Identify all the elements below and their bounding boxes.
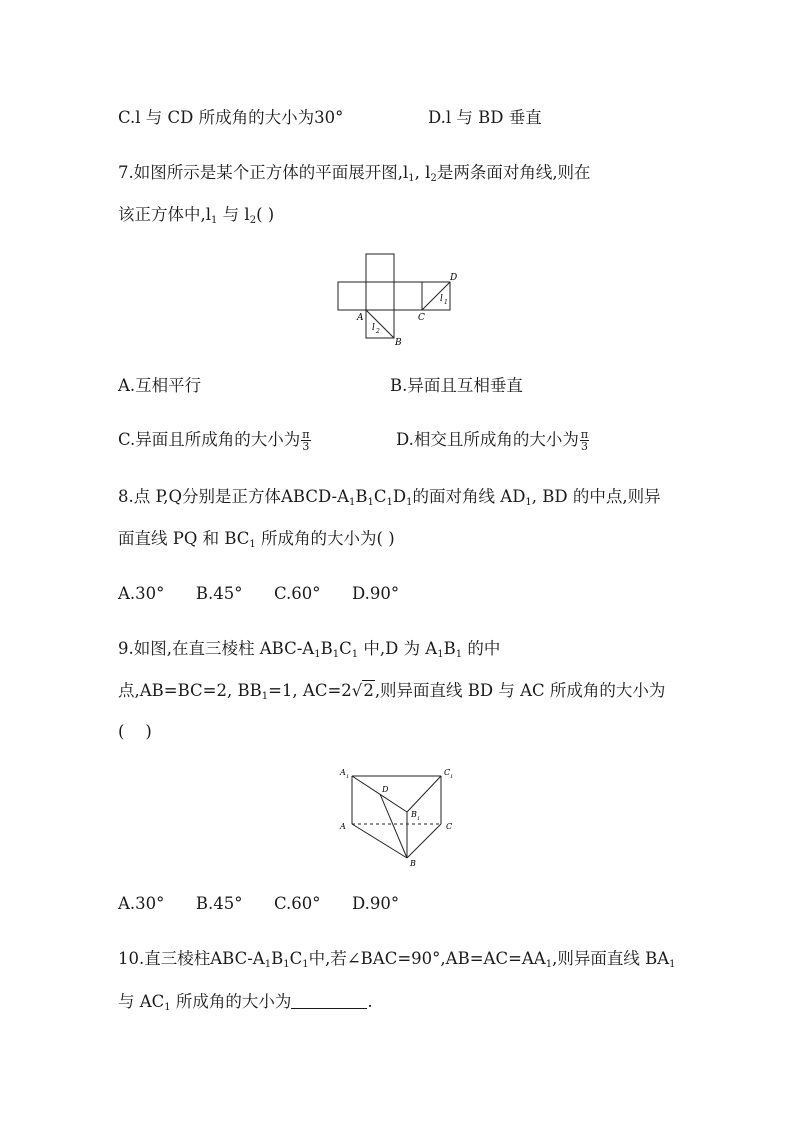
q7-label-a: A — [357, 313, 364, 323]
q9-label-c1: C — [444, 768, 451, 777]
q9-stem-line1: 9.如图,在直三棱柱 ABC-$A_1B_1C_1$ 中,D 为 $A_1B_1$ 的中 — [118, 639, 501, 660]
q7-option-d: D.相交且所成角的大小为 $\frac{\pi}{3}$ — [396, 428, 589, 453]
q7-label-l2: l — [372, 323, 375, 333]
q8-stem-line1: 8.点 P,Q分别是正方体ABCD-$A_1B_1C_1D_1$的面对角线 $AD_1$, BD 的中点,则异 — [118, 487, 661, 508]
q7-stem-line2: 该正方体中$,l_1$ 与 $l_2$( ) — [118, 205, 275, 226]
q8-stem-line2: 面直线 PQ 和 $BC_1$ 所成角的大小为( ) — [118, 529, 395, 550]
q7-label-c: C — [418, 313, 425, 323]
q7-option-b: B.异面且互相垂直 — [390, 376, 523, 395]
q10-stem-line1: 10.直三棱柱ABC-$A_1B_1C_1$中,若$\angle BAC=90^\circ,AB=AC=AA_1$,则异面直线 $BA_1$ — [118, 949, 676, 970]
q7-label-l1: l — [440, 294, 443, 304]
q7-label-d: D — [450, 273, 458, 283]
q10-stem-line2: 与 $AC_1$ 所成角的大小为 . — [118, 992, 373, 1013]
q9-label-c: C — [446, 822, 453, 831]
q6-option-c: C.l 与 CD 所成角的大小为30° — [118, 108, 344, 127]
q7-label-l2-sub: 2 — [376, 328, 380, 335]
q9-label-a: A — [340, 822, 346, 831]
q7-label-l1-sub: 1 — [444, 299, 448, 306]
q9-stem-line2: 点,AB=BC=2, $BB_1=1$, AC=2√2,则异面直线 BD 与 AC 所成角的大小为 — [118, 681, 666, 702]
q9-paren: ( ) — [118, 722, 152, 741]
q6-option-d: D.l 与 BD 垂直 — [428, 108, 542, 127]
q7-label-b: B — [395, 338, 402, 348]
q8-options: A.30° B.45° C.60° D.90° — [118, 584, 400, 603]
q9-label-b: B — [410, 859, 416, 868]
q10-answer-blank[interactable] — [291, 994, 367, 1009]
q9-label-b1: B — [411, 810, 417, 819]
q7-option-c: C.异面且所成角的大小为 $\frac{\pi}{3}$ — [118, 428, 310, 453]
q9-label-a1-sub: 1 — [346, 774, 350, 780]
q7-stem-line1: 7.如图所示是某个正方体的平面展开图$,l_1$, $l_2$是两条面对角线,则在 — [118, 163, 591, 184]
q9-options: A.30° B.45° C.60° D.90° — [118, 894, 400, 913]
q7-option-a: A.互相平行 — [118, 376, 202, 395]
q7-option-c-fraction: $\frac{\pi}{3}$ — [302, 428, 310, 453]
q9-label-c1-sub: 1 — [450, 774, 454, 780]
q7-option-d-fraction: $\frac{\pi}{3}$ — [580, 428, 589, 453]
q9-sqrt: √2 — [351, 681, 374, 700]
q9-label-b1-sub: 1 — [417, 816, 421, 822]
q9-label-a1: A — [340, 768, 346, 777]
q9-label-d: D — [382, 785, 389, 794]
